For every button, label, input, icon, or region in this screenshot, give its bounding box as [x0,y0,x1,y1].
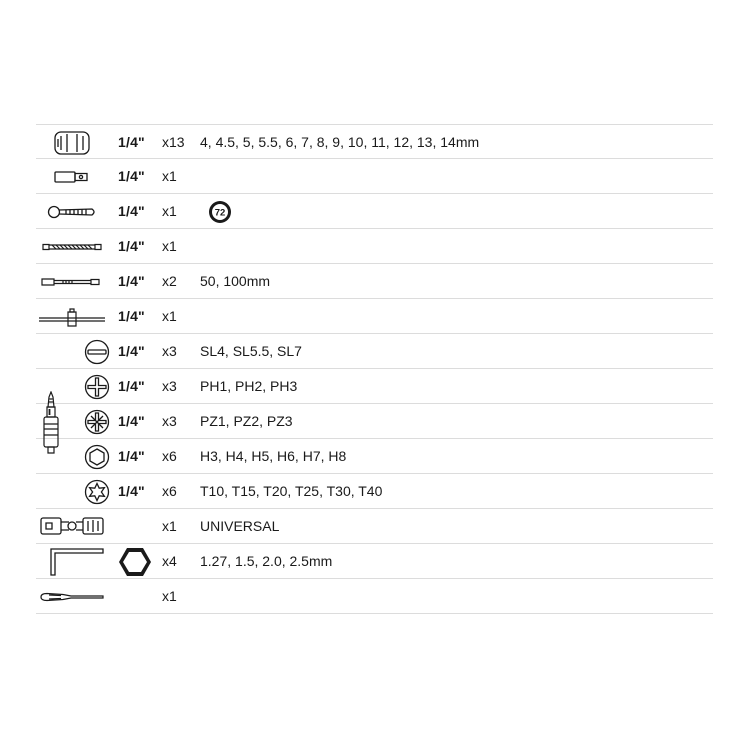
table-row-sockets [36,124,713,159]
slotted-bit-icon [80,334,114,369]
quantity: x1 [162,518,177,534]
bit-sizes-list: T10, T15, T20, T25, T30, T40 [200,483,383,499]
lengths-list: 50, 100mm [200,273,271,289]
quantity: x1 [162,203,177,219]
table-row-flex-extension [36,229,713,264]
teeth-count-text: 72 [214,207,226,218]
bit-sizes-list: PZ1, PZ2, PZ3 [200,413,293,429]
sizes-list: 4, 4.5, 5, 5.5, 6, 7, 8, 9, 10, 11, 12, 13, 14mm [200,134,480,150]
table-row-hex-keys [36,544,713,579]
table-row-slotted-bits [36,334,713,369]
drive-size: 1/4" [118,413,145,429]
table-row-ratchet [36,194,713,229]
quantity: x2 [162,273,177,289]
table-row-extension-bars [36,264,713,299]
bit-holder-icon [36,388,66,458]
hex-key-icon [36,544,108,579]
quantity: x4 [162,553,177,569]
universal-joint-icon [36,509,108,544]
quantity: x3 [162,378,177,394]
extension-bar-icon [36,264,108,299]
type-label: UNIVERSAL [200,518,280,534]
drive-size: 1/4" [118,168,145,184]
drive-size: 1/4" [118,378,145,394]
table-row-phillips-bits [36,369,713,404]
table-row-torx-bits [36,474,713,509]
ratchet-icon [36,194,108,229]
table-row-t-handle [36,299,713,334]
torx-bit-icon [80,474,114,509]
quantity: x6 [162,448,177,464]
teeth-count-badge [208,194,232,229]
quantity: x3 [162,343,177,359]
quantity: x3 [162,413,177,429]
quantity: x13 [162,134,185,150]
table-row-bit-driver [36,579,713,614]
drive-size: 1/4" [118,483,145,499]
drive-size: 1/4" [118,238,145,254]
hex-profile-icon [118,544,152,579]
socket-icon [36,125,108,160]
bit-sizes-list: PH1, PH2, PH3 [200,378,298,394]
bit-sizes-list: H3, H4, H5, H6, H7, H8 [200,448,347,464]
flexible-shaft-icon [36,229,108,264]
tool-set-contents-table [36,124,713,614]
adapter-icon [36,159,108,194]
table-row-pozidriv-bits [36,404,713,439]
drive-size: 1/4" [118,343,145,359]
bit-sizes-list: SL4, SL5.5, SL7 [200,343,302,359]
quantity: x1 [162,588,177,604]
phillips-bit-icon [80,369,114,404]
key-sizes-list: 1.27, 1.5, 2.0, 2.5mm [200,553,333,569]
table-row-adapter [36,159,713,194]
pozidriv-bit-icon [80,404,114,439]
drive-size: 1/4" [118,203,145,219]
quantity: x1 [162,238,177,254]
quantity: x6 [162,483,177,499]
quantity: x1 [162,168,177,184]
drive-size: 1/4" [118,308,145,324]
drive-size: 1/4" [118,273,145,289]
bit-driver-handle-icon [36,579,108,614]
drive-size: 1/4" [118,134,145,150]
drive-size: 1/4" [118,448,145,464]
sliding-t-bar-icon [36,299,108,334]
quantity: x1 [162,308,177,324]
hex-bit-icon [80,439,114,474]
table-row-hex-bits [36,439,713,474]
table-row-universal-joint [36,509,713,544]
